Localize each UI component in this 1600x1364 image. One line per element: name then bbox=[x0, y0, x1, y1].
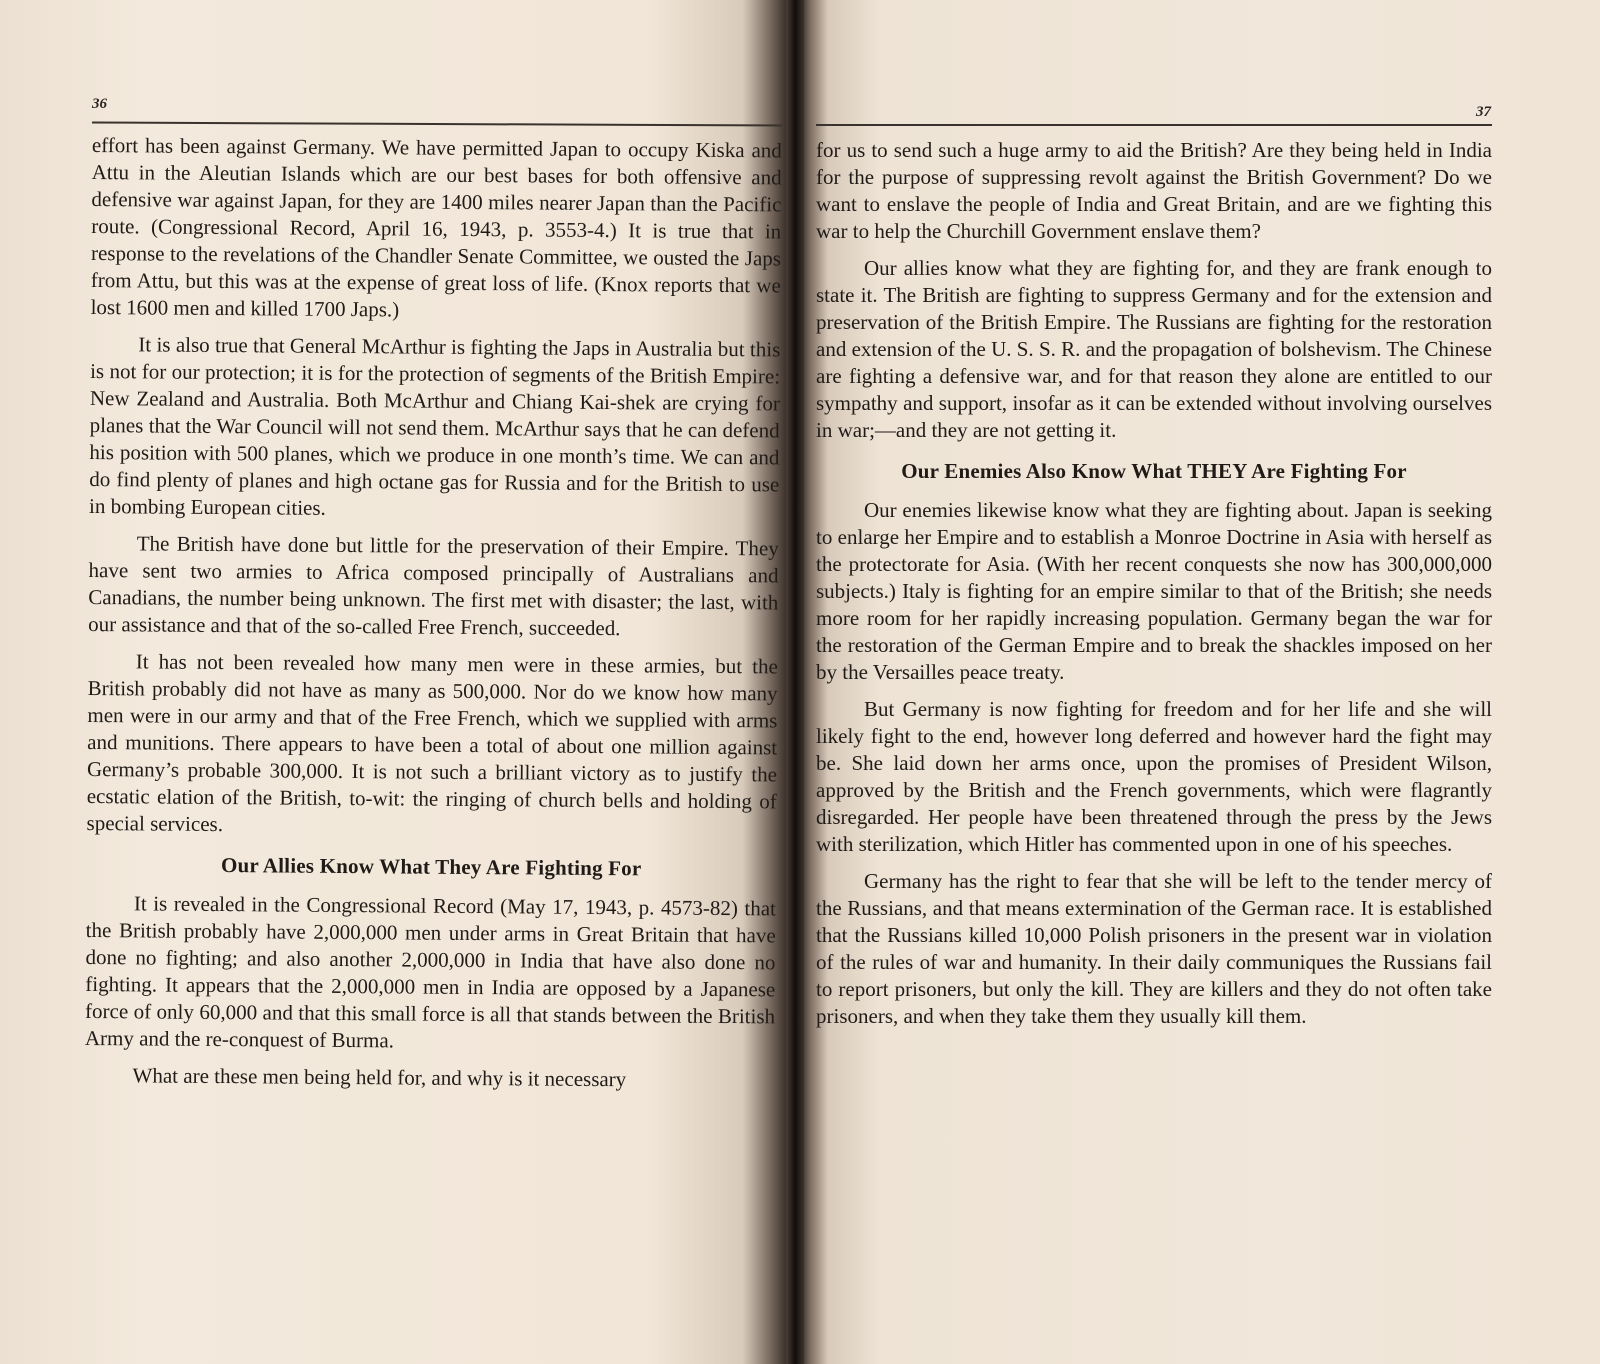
paragraph: Our enemies likewise know what they are fighting about. Japan is seeking to enlarge her Empire and to establish a Monroe Doctrine in Asia with herself as the protectorate for Asia. (With her recent conquests she now has 300,000,000 subjects.) Italy is fighting for an empire similar to that of the British; she needs more room for her rapidly increasing population. Germany began the war for the restoration of the German Empire and to break the shackles imposed on her by the Versailles peace treaty. bbox=[816, 498, 1492, 684]
paragraph: What are these men being held for, and why is it necessary bbox=[132, 1063, 627, 1092]
left-page bbox=[0, 0, 790, 1364]
paragraph: It has not been revealed how many men were in these armies, but the British probably did not have as many as 500,000. Nor do we know how many men were in our army and that of the Free French, which we supplied with arms and munitions. There appears to have been a total of about one million against Germany’s probable 300,000. It is not such a brilliant victory as to justify the ecstatic elation of the British, to-wit: the ringing of church bells and holding of special services. bbox=[86, 649, 778, 837]
header-rule bbox=[816, 124, 1492, 126]
section-heading: Our Allies Know What They Are Fighting For bbox=[220, 853, 642, 881]
page-number: 36 bbox=[92, 96, 107, 112]
right-page bbox=[800, 0, 1600, 1364]
paragraph: It is also true that General McArthur is fighting the Japs in Australia but this is not for our protection; it is for the protection of segments of the British Empire: New Zealand and Australia. Both McArthur and Chiang Kai-shek are crying for planes that the War Council will not send them. McArthur says that he can defend his position with 500 planes, which we produce in one month’s time. We can and do find plenty of planes and high octane gas for Russia and for the British to use in bombing European cities. bbox=[88, 332, 781, 520]
paragraph: But Germany is now fighting for freedom and for her life and she will likely fight to the end, however long deferred and however hard the fight may be. She laid down her arms once, upon the promises of President Wilson, approved by the British and the French governments, which were flagrantly disregarded. Her people have been threatened through the press by the Jews with sterilization, which Hitler has commented upon in one of his speeches. bbox=[816, 697, 1492, 856]
page-number: 37 bbox=[1476, 104, 1491, 120]
paragraph: effort has been against Germany. We have permitted Japan to occupy Kiska and Attu in the Aleutian Islands which are our best bases for both offensive and defensive war against Japan, for they are 1400 miles nearer Japan than the Pacific route. (Congressional Record, April 16, 1943, p. 3553-4.) It is true that in response to the revelations of the Chandler Senate Committee, we ousted the Japs from Attu, but this was at the expense of great loss of life. (Knox reports that we lost 1600 men and killed 1700 Japs.) bbox=[90, 132, 782, 322]
header-rule bbox=[92, 121, 782, 126]
paragraph: It is revealed in the Congressional Record (May 17, 1943, p. 4573-82) that the British probably have 2,000,000 men under arms in Great Britain that have done no fighting; and also another 2,000,000 in India that have also done no fighting. It appears that the 2,000,000 men in India are opposed by a Japanese force of only 60,000 and that this small force is all that stands between the British Army and the re-conquest of Burma. bbox=[84, 891, 777, 1053]
paragraph: Germany has the right to fear that she will be left to the tender mercy of the Russians, and that means extermination of the German race. It is established that the Russians killed 10,000 Polish prisoners in the present war in violation of the rules of war and humanity. In their daily communiques the Russians fail to report prisoners, but only the kill. They are killers and they do not often take prisoners, and when they take them they usually kill them. bbox=[816, 869, 1492, 1028]
book-gutter bbox=[786, 0, 804, 1364]
right-page-body bbox=[816, 137, 1492, 1040]
paragraph: The British have done but little for the preservation of their Empire. They have sent two armies to Africa composed principally of Australians and Canadians, the number being unknown. The first met with disaster; the last, with our assistance and that of the so-called Free French, succeeded. bbox=[88, 531, 779, 641]
paragraph: for us to send such a huge army to aid the British? Are they being held in India for the purpose of suppressing revolt against the British Government? Do we want to enslave the people of India and Great Britain, and are we fighting this war to help the Churchill Government enslave them? bbox=[816, 138, 1492, 243]
section-heading: Our Enemies Also Know What THEY Are Fighting For bbox=[901, 459, 1407, 483]
left-page-body bbox=[84, 132, 782, 1104]
paragraph: Our allies know what they are fighting for, and they are frank enough to state it. The British are fighting to suppress Germany and for the extension and preservation of the British Empire. The Russians are fighting for the restoration and extension of the U. S. S. R. and the propagation of bolshevism. The Chinese are fighting a defensive war, and for that reason they alone are entitled to our sympathy and support, insofar as it can be extended without involving ourselves in war;—and they are not getting it. bbox=[816, 256, 1492, 442]
